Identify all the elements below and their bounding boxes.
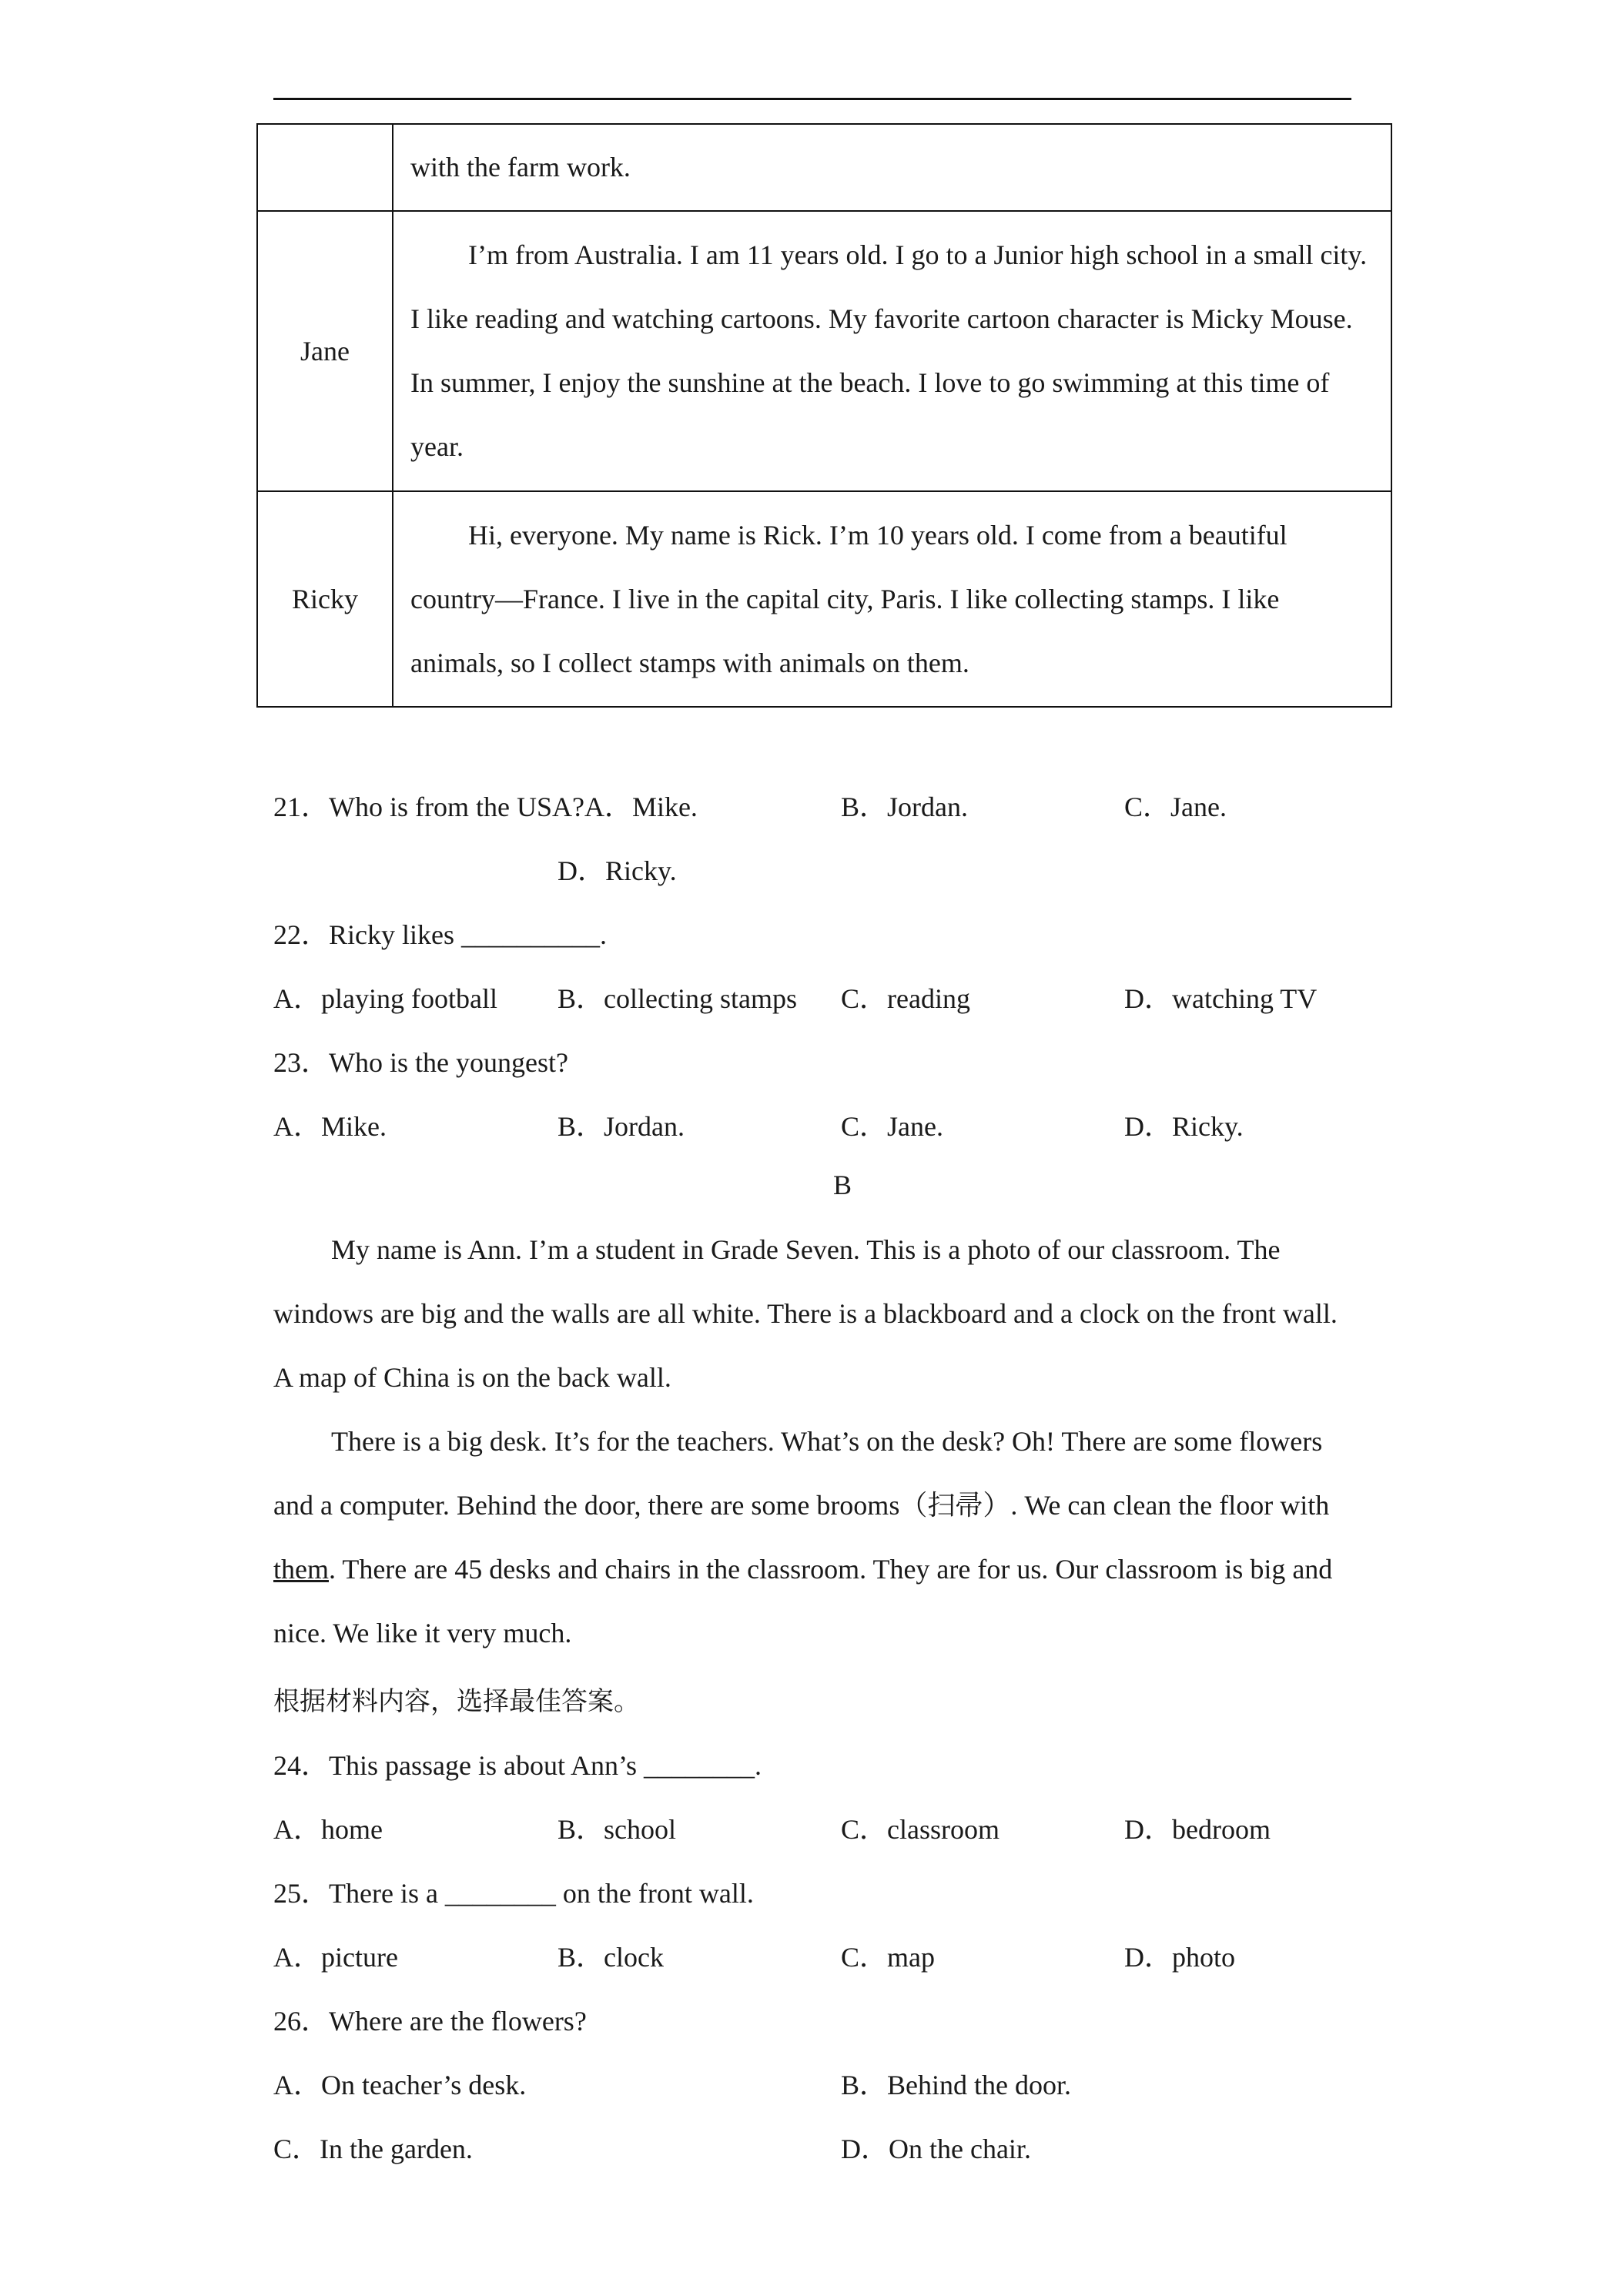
question-22-option-b: B．collecting stamps (558, 983, 797, 1014)
question-24-option-c: C．classroom (841, 1814, 1000, 1845)
question-26-option-c: C．In the garden. (273, 2134, 473, 2164)
question-21-stem: 21．Who is from the USA?A．Mike. (273, 792, 698, 822)
question-23-option-a: A．Mike. (273, 1111, 387, 1142)
question-24-option-b: B．school (558, 1814, 677, 1845)
question-25-option-c: C．map (841, 1942, 935, 1973)
question-21-option-b: B．Jordan. (841, 792, 968, 822)
passage-paragraph-2-start: There is a big desk. It’s for the teachers. What’s on the desk? Oh! There are some flowers and a computer. Behind the door, there are some brooms（扫帚）. We can clean the floor with (273, 1426, 1330, 1521)
passage-paragraph-2-end: . There are 45 desks and chairs in the classroom. They are for us. Our classroom is big and nice. We like it very much. (273, 1554, 1333, 1648)
question-25-option-a: A．picture (273, 1942, 398, 1973)
question-26-option-d: D．On the chair. (841, 2134, 1031, 2164)
instruction-text: 根据材料内容，选择最佳答案。 (273, 1686, 640, 1717)
question-25-option-b: B．clock (558, 1942, 664, 1973)
question-22-option-d: D．watching TV (1124, 983, 1318, 1014)
table-name-cell: Ricky (257, 491, 393, 707)
question-22-stem: 22．Ricky likes __________. (273, 919, 607, 950)
passage (273, 1218, 1351, 1665)
question-22-option-c: C．reading (841, 983, 970, 1014)
question-26-stem: 26．Where are the flowers? (273, 2006, 587, 2037)
table-row (257, 124, 1391, 211)
table-text-cell: with the farm work. (393, 124, 1391, 211)
question-23-option-b: B．Jordan. (558, 1111, 685, 1142)
question-23-option-c: C．Jane. (841, 1111, 943, 1142)
question-26-option-b: B．Behind the door. (841, 2070, 1071, 2100)
table-text-cell: I’m from Australia. I am 11 years old. I go to a Junior high school in a small city. I like reading and watching cartoons. My favorite cartoon character is Micky Mouse. In summer, I enjoy the sunshine at the beach. I love to go swimming at this time of year. (393, 211, 1391, 491)
underlined-word: them (273, 1554, 329, 1585)
question-22-option-a: A．playing football (273, 983, 497, 1014)
section-b-heading: B (833, 1170, 852, 1200)
table-text-cell: Hi, everyone. My name is Rick. I’m 10 years old. I come from a beautiful country—France. I live in the capital city, Paris. I like collecting stamps. I like animals, so I collect stamps with animals on them. (393, 491, 1391, 707)
question-21-option-c: C．Jane. (1124, 792, 1227, 822)
table-row (257, 491, 1391, 707)
table-name-cell (257, 124, 393, 211)
question-21-option-d: D．Ricky. (558, 855, 677, 886)
question-23-stem: 23．Who is the youngest? (273, 1047, 568, 1078)
question-24-option-a: A．home (273, 1814, 383, 1845)
question-25-option-d: D．photo (1124, 1942, 1236, 1973)
question-23-option-d: D．Ricky. (1124, 1111, 1244, 1142)
table-name-cell: Jane (257, 211, 393, 491)
passage-paragraph-2 (273, 1410, 1351, 1665)
info-table (256, 123, 1392, 708)
question-26-option-a: A．On teacher’s desk. (273, 2070, 527, 2100)
question-24-stem: 24．This passage is about Ann’s ________. (273, 1750, 762, 1781)
question-24-option-d: D．bedroom (1124, 1814, 1271, 1845)
header-rule (273, 98, 1351, 100)
table-row (257, 211, 1391, 491)
question-25-stem: 25．There is a ________ on the front wall. (273, 1878, 754, 1909)
passage-paragraph-1: My name is Ann. I’m a student in Grade Seven. This is a photo of our classroom. The windows are big and the walls are all white. There is a blackboard and a clock on the front wall. A map of China is on the back wall. (273, 1234, 1338, 1393)
